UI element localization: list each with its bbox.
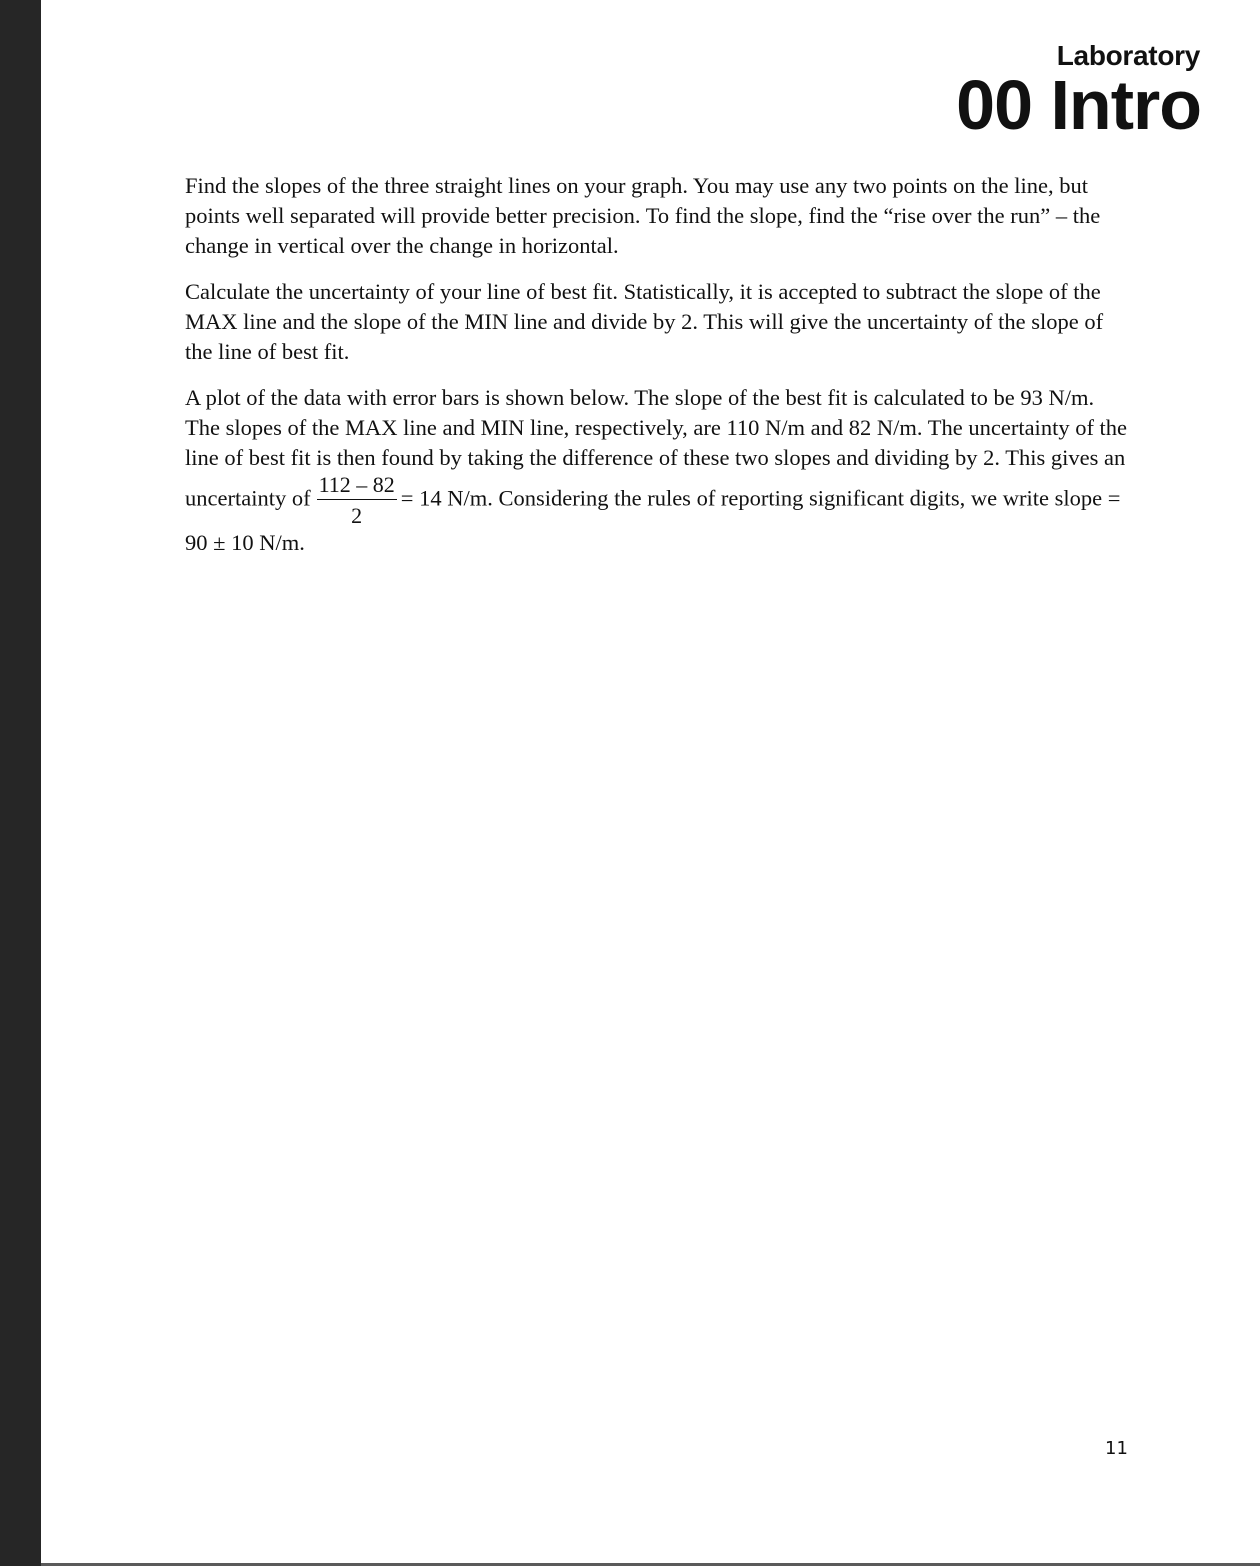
fraction-result: = 14 N/m [400, 485, 488, 511]
example-text-mid: . Considering the rules of reporting significant digits, we write [487, 485, 1049, 511]
header-label: Laboratory [1056, 40, 1200, 71]
document-page [41, 0, 1260, 1563]
paragraph-slopes: Find the slopes of the three straight lines on your graph. You may use any two points on the line, but points well separated will provide better precision. To find the slope, find the “rise over the run” – the change in vertical over the change in horizontal. [185, 173, 1101, 258]
slope-expression: slope = 90 ± 10 N/m [185, 485, 1121, 555]
uncertainty-fraction [317, 473, 397, 528]
example-text-end: . [299, 530, 305, 555]
paragraph-uncertainty: Calculate the uncertainty of your line of best fit. Statistically, it is accepted to subtract the slope of the MAX line and the slope of the MIN line and divide by 2. This will give the uncertainty of the slope of the line of best fit. [185, 279, 1104, 364]
fraction-denominator: 2 [351, 503, 363, 528]
example-text: A plot of the data with error bars is shown below. The slope of the best fit is calculated to be 93 N/m. The slopes of the MAX line and MIN line, respectively, are 110 N/m and 82 N/m. The uncertainty of the line of best fit is then found by taking the difference of these two slopes and dividing by 2. This gives an uncertainty of [185, 385, 1128, 511]
page-number: 11 [1105, 1438, 1128, 1459]
fraction-numerator: 112 – 82 [317, 473, 397, 500]
body-text [185, 171, 1130, 574]
paragraph-example [185, 383, 1130, 558]
header-title: 00 Intro [956, 66, 1201, 144]
